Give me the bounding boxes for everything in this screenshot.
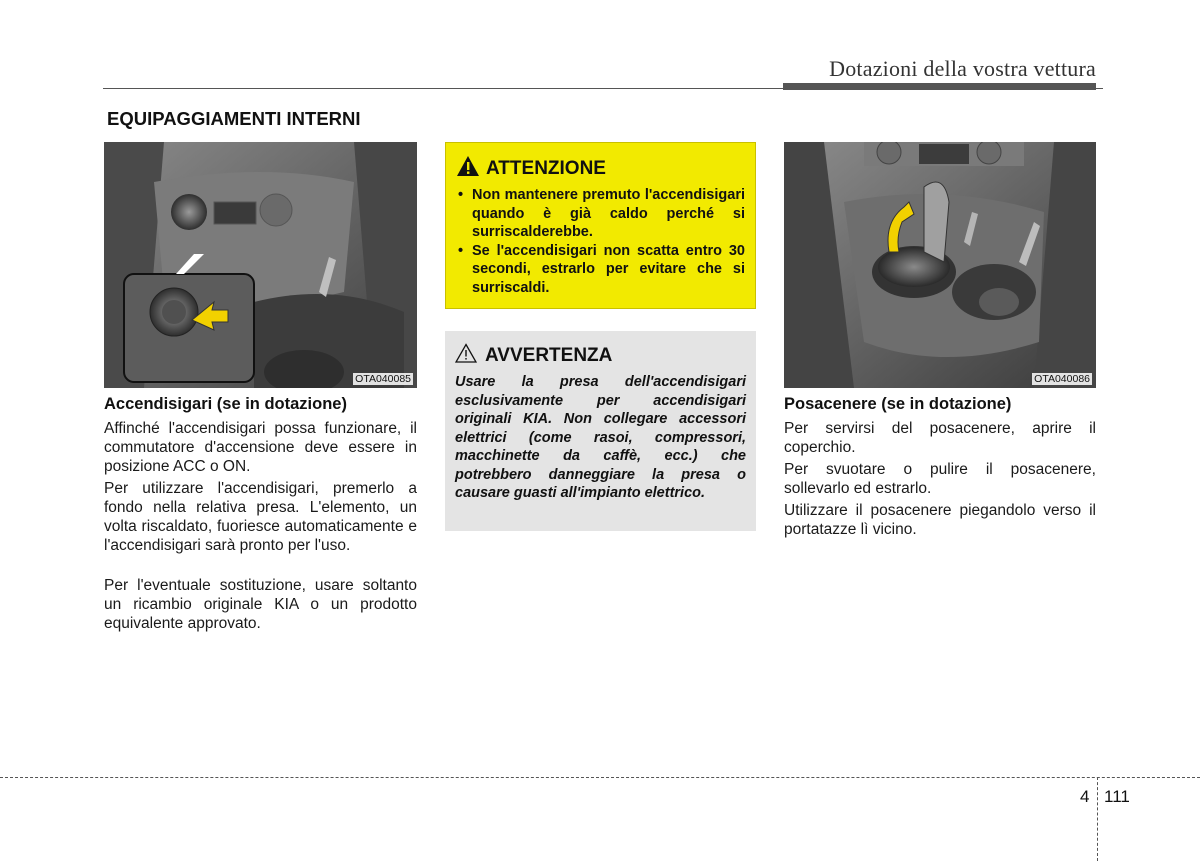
- warning-triangle-outline-icon: [455, 343, 477, 368]
- cigarette-lighter-photo: [104, 142, 417, 388]
- caution-title: ATTENZIONE: [486, 157, 606, 179]
- footer-rule: [0, 777, 1200, 778]
- chapter-number: 4: [1080, 787, 1090, 806]
- header-rule-accent: [783, 83, 1096, 90]
- cigarette-lighter-paragraph: Per l'eventuale sostituzione, usare soltanto un ricambio originale KIA o un prodotto equivalente approvato.: [104, 577, 417, 632]
- warning-triangle-icon: [456, 155, 480, 182]
- warning-text: Usare la presa dell'accendisigari esclusivamente per accendisigari originali KIA. Non collegare accessori elettrici (come rasoi, compressori, macchinette da caffè, ecc.) che potrebbero danneggiare la presa o causare guasti all'impianto elettrico.: [455, 374, 746, 501]
- cigarette-lighter-paragraph: Per utilizzare l'accendisigari, premerlo a fondo nella relativa presa. L'elemento, un volta riscaldato, fuoriesce automaticamente e l'accendisigari sarà pronto per l'uso.: [104, 480, 417, 554]
- page-number: 111: [1104, 787, 1130, 806]
- caution-list: [456, 186, 745, 297]
- ashtray-heading: Posacenere (se in dotazione): [784, 395, 1012, 413]
- footer-divider: [1097, 777, 1098, 861]
- warning-box: [445, 331, 756, 531]
- cigarette-lighter-paragraph: Affinché l'accendisigari possa funzionare, il commutatore d'accensione deve essere in posizione ACC o ON.: [104, 420, 417, 475]
- ashtray-paragraph: Per svuotare o pulire il posacenere, sollevarlo ed estrarlo.: [784, 461, 1096, 497]
- caution-box: [445, 142, 756, 309]
- running-header-title: Dotazioni della vostra vettura: [829, 56, 1096, 81]
- section-title: EQUIPAGGIAMENTI INTERNI: [107, 108, 361, 129]
- ashtray-paragraph: Utilizzare il posacenere piegandolo verso il portatazze lì vicino.: [784, 502, 1096, 538]
- photo-code: OTA040085: [355, 373, 411, 385]
- ashtray-paragraph: Per servirsi del posacenere, aprire il coperchio.: [784, 420, 1096, 456]
- warning-title: AVVERTENZA: [485, 344, 613, 366]
- cigarette-lighter-heading: Accendisigari (se in dotazione): [104, 395, 347, 413]
- ashtray-photo: [784, 142, 1096, 388]
- photo-code: OTA040086: [1034, 373, 1090, 385]
- caution-item: • Non mantenere premuto l'accendisigari quando è già caldo perché si surriscalderebbe.: [456, 186, 745, 242]
- caution-item: • Se l'accendisigari non scatta entro 30 secondi, estrarlo per evitare che si surriscaldi.: [456, 242, 745, 298]
